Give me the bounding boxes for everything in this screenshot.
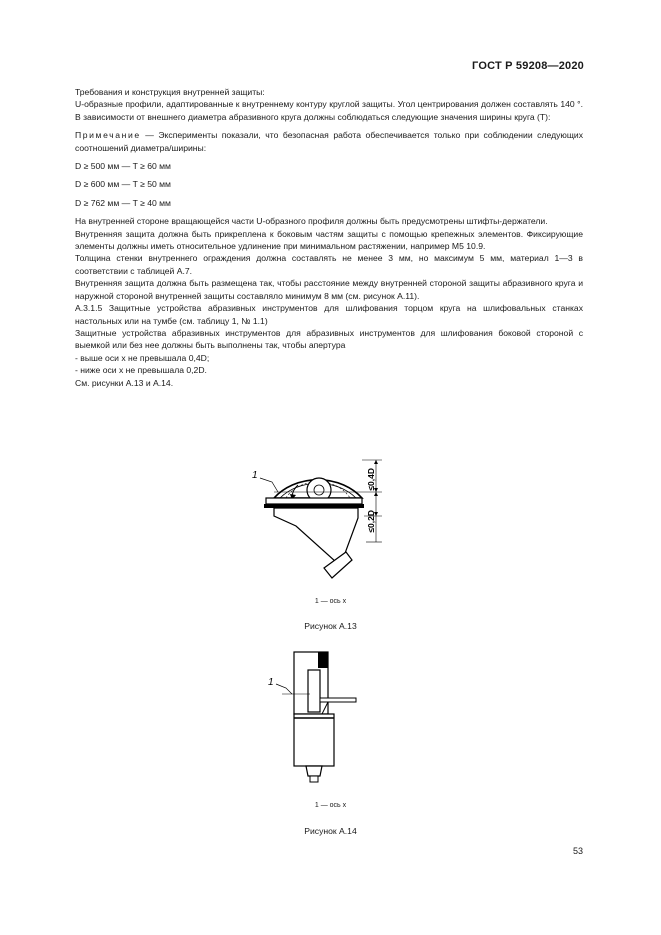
ratio-item: D ≥ 600 мм — T ≥ 50 мм [75,179,171,190]
fig14-callout: 1 [268,677,274,688]
paragraph-see-figures: См. рисунки А.13 и А.14. [75,377,174,388]
paragraph-fastening: Внутренняя защита должна быть прикреплена к боковым частям защиты с помощью крепежных элементов. Фиксирующие элементы должны иметь относительное удлинение при минимальном растяжении, например М5 10.9. [75,228,583,252]
fig13-callout: 1 [252,470,258,481]
figure-a13-legend: 1 — ось х [314,598,347,605]
paragraph-aperture: Защитные устройства абразивных инструментов для абразивных инструментов для шлифования боковой стороной с выемкой или без нее должны быть выполнены так, чтобы апертура [75,327,583,351]
figure-a13-drawing [240,430,400,590]
note-label: Примечание [75,130,141,141]
ratio-item: D ≥ 500 мм — T ≥ 60 мм [75,161,171,172]
note-text: — Эксперименты показали, что безопасная работа обеспечивается только при соблюдении следующих соотношений диаметра/ширины: [75,130,583,153]
motor-body [294,714,334,766]
tool-rest [320,698,356,702]
figure-a14-drawing [262,650,372,790]
document-body [75,86,583,389]
figure-a14-caption: Рисунок А.14 [304,826,357,836]
paragraph-wall-thickness: Толщина стенки внутреннего ограждения должна составлять не менее 3 мм, но максимум 5 мм, материал 1—3 в соответствии с таблицей А.7. [75,253,583,276]
paragraph-section-a315: А.3.1.5 Защитные устройства абразивных инструментов для шлифования торцом круга на шлифовальных станках настольных или на тумбе (см. таблицу 1, № 1.1) [75,303,583,326]
paragraph-placement: Внутренняя защита должна быть размещена так, чтобы расстояние между внутренней стороной защиты абразивного круга и наружной стороной внутренней защиты составляло минимум 8 мм (см. рисунок А.11). [75,278,583,301]
paragraph-u-profiles: U-образные профили, адаптированные к внутреннему контуру круглой защиты. Угол центрирования должен составлять 140 °. В зависимости от внешнего диаметра абразивного круга должны соблюдаться следующие значения ширины круга (T): [75,99,583,122]
paragraph-requirements: Требования и конструкция внутренней защиты: [75,87,265,97]
figure-a13-caption: Рисунок А.13 [304,621,357,631]
figure-a14-legend: 1 — ось х [314,802,347,809]
note [75,129,583,154]
list-item: - ниже оси х не превышала 0,2D. [75,365,207,376]
page-number: 53 [572,846,583,856]
ratio-item: D ≥ 762 мм — T ≥ 40 мм [75,197,171,208]
document-header: ГОСТ Р 59208—2020 [472,60,584,72]
grinding-wheel [308,670,320,712]
fig13-dim-upper: ≤0,4D [366,468,376,491]
fig13-dim-lower: ≤0,2D [366,510,376,533]
paragraph-pins: На внутренней стороне вращающейся части U-образного профиля должны быть предусмотрены штифты-держатели. [75,216,548,227]
list-item: - выше оси х не превышала 0,4D; [75,352,210,363]
